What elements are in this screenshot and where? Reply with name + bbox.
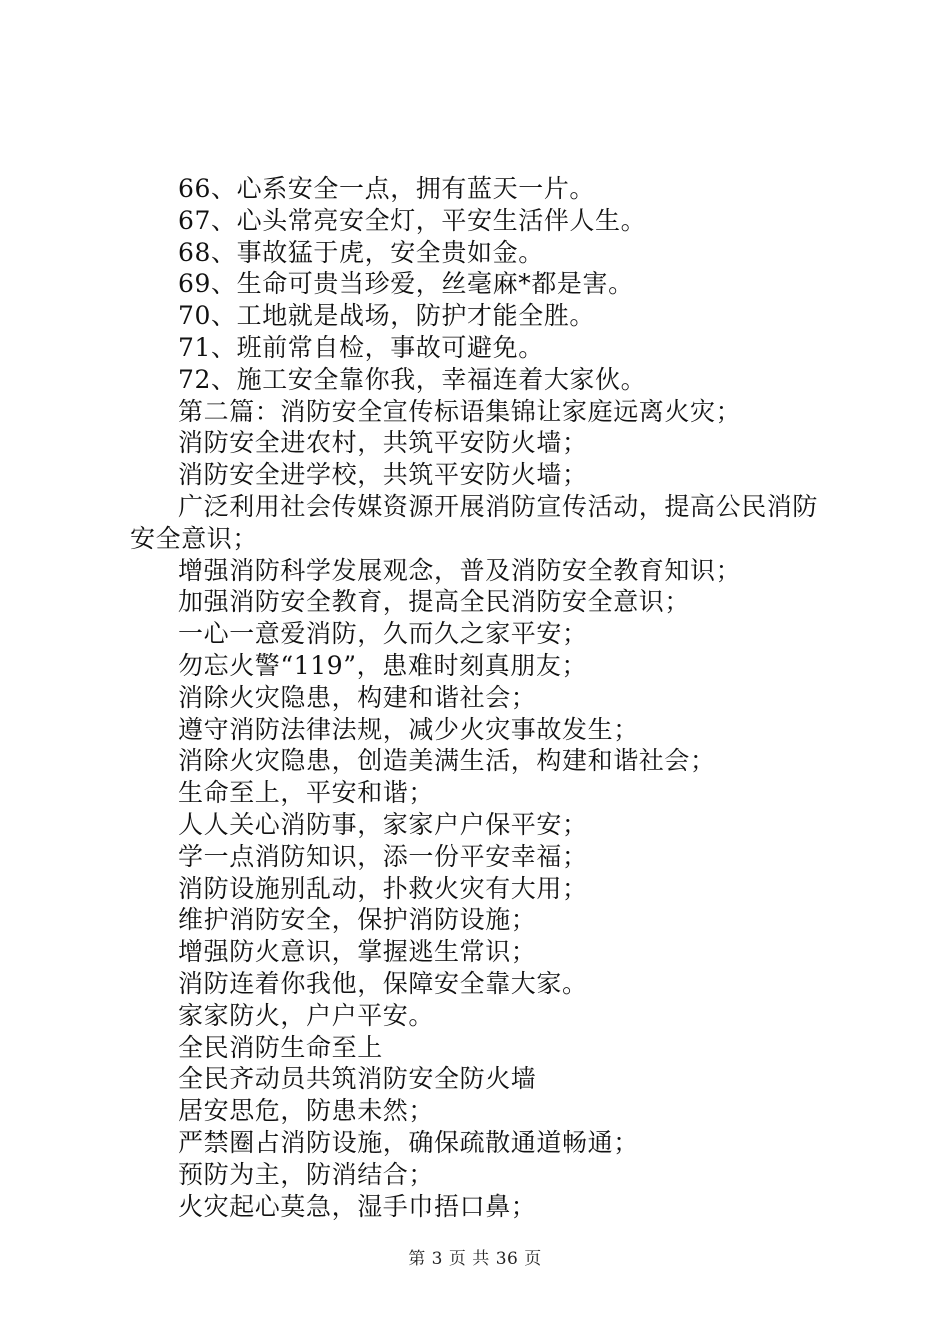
text-line: 严禁圈占消防设施，确保疏散通道畅通； [178,1127,639,1157]
text-line: 一心一意爱消防，久而久之家平安； [178,619,588,649]
text-line: 消防安全进农村，共筑平安防火墙； [178,428,588,458]
document-body [130,173,835,1222]
text-line: 学一点消防知识，添一份平安幸福； [178,841,588,871]
text-line: 预防为主，防消结合； [178,1159,435,1189]
text-line: 勿忘火警“119”，患难时刻真朋友； [178,650,588,680]
text-line: 消防安全进学校，共筑平安防火墙； [178,460,588,490]
text-line: 火灾起心莫急，湿手巾捂口鼻； [178,1191,537,1221]
text-line: 消除火灾隐患，创造美满生活，构建和谐社会； [178,746,716,776]
text-line: 居安思危，防患未然； [178,1096,435,1126]
text-line: 69、生命可贵当珍爱，丝毫麻*都是害。 [178,269,634,299]
text-paragraph: 广泛利用社会传媒资源开展消防宣传活动，提高公民消防安全意识； [130,491,819,553]
text-line: 68、事故猛于虎，安全贵如金。 [178,237,544,267]
page-number-footer: 第 3 页 共 36 页 [408,1249,542,1269]
text-line: 66、心系安全一点，拥有蓝天一片。 [178,174,596,203]
text-line: 家家防火，户户平安。 [178,1000,435,1030]
text-line: 70、工地就是战场，防护才能全胜。 [178,301,596,331]
text-line: 生命至上，平安和谐； [178,778,435,808]
text-line: 消除火灾隐患，构建和谐社会； [178,682,537,712]
text-line: 加强消防安全教育，提高全民消防安全意识； [178,587,691,617]
text-line: 维护消防安全，保护消防设施； [178,905,537,935]
text-line: 人人关心消防事，家家户户保平安； [178,809,588,839]
text-line: 71、班前常自检，事故可避免。 [178,332,544,362]
text-line: 消防设施别乱动，扑救火灾有大用； [178,873,588,903]
text-line: 全民消防生命至上 [178,1032,383,1062]
text-line: 72、施工安全靠你我，幸福连着大家伙。 [178,364,647,394]
text-line: 67、心头常亮安全灯，平安生活伴人生。 [178,205,647,235]
section-heading: 第二篇：消防安全宣传标语集锦让家庭远离火灾； [178,396,742,426]
text-line: 增强防火意识，掌握逃生常识； [178,937,537,967]
text-line: 遵守消防法律法规，减少火灾事故发生； [178,714,639,744]
text-line: 消防连着你我他，保障安全靠大家。 [178,968,588,998]
text-line: 全民齐动员共筑消防安全防火墙 [178,1064,537,1094]
text-line: 增强消防科学发展观念，普及消防安全教育知识； [178,555,742,585]
